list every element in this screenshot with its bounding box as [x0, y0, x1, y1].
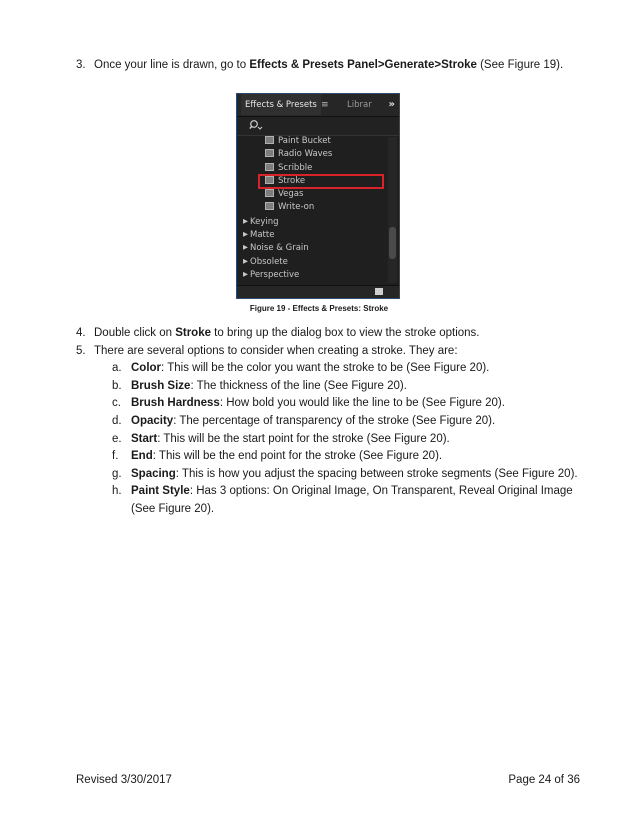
step-text-end: (See Figure 19).	[476, 59, 564, 71]
option-spacing: g. Spacing: This is how you adjust the spacing between stroke segments (See Figure 20).	[112, 467, 578, 480]
expand-arrow-icon[interactable]: ▶	[243, 230, 248, 239]
option-color: a. Color: This will be the color you want the stroke to be (See Figure 20).	[112, 362, 490, 375]
effect-item-paint-bucket[interactable]: Paint Bucket	[237, 135, 385, 148]
effect-item-stroke-highlighted[interactable]: Stroke	[259, 175, 383, 188]
effect-preset-icon	[265, 189, 274, 197]
category-perspective[interactable]: ▶ Perspective	[243, 269, 300, 280]
expand-arrow-icon[interactable]: ▶	[243, 256, 248, 265]
figure-caption: Figure 19 - Effects & Presets: Stroke	[249, 304, 389, 313]
new-folder-icon[interactable]	[375, 288, 383, 295]
step-number: 5.	[76, 344, 86, 357]
option-brush-hardness: c. Brush Hardness: How bold you would like the line to be (See Figure 20).	[112, 397, 505, 410]
option-brush-size: b. Brush Size: The thickness of the line (See Figure 20).	[112, 379, 407, 392]
expand-arrow-icon[interactable]: ▶	[243, 216, 248, 225]
page-number: Page 24 of 36	[508, 774, 580, 786]
category-matte[interactable]: ▶ Matte	[243, 230, 275, 241]
effect-preset-icon	[265, 149, 274, 157]
expand-arrow-icon[interactable]: ▶	[243, 269, 248, 278]
steps-list	[76, 325, 596, 519]
panel-search-row[interactable]	[237, 117, 399, 136]
effects-list	[237, 135, 385, 285]
step-4: 4. Double click on Stroke to bring up the dialog box to view the stroke options.	[76, 325, 596, 343]
tab-effects-presets[interactable]: Effects & Presets	[241, 94, 321, 115]
effect-item-vegas[interactable]: Vegas	[237, 188, 385, 201]
category-keying[interactable]: ▶ Keying	[243, 216, 279, 227]
step-number: 3.	[76, 59, 86, 71]
scrollbar-thumb[interactable]	[389, 227, 396, 259]
option-end: f. End: This will be the end point for the stroke (See Figure 20).	[112, 450, 443, 463]
option-paint-style-continuation: (See Figure 20).	[131, 502, 215, 515]
panel-footer	[237, 285, 399, 298]
panel-menu-icon[interactable]: ≡	[321, 100, 329, 110]
step-number: 4.	[76, 327, 86, 339]
option-paint-style: h. Paint Style: Has 3 options: On Original Image, On Transparent, Reveal Original Image	[112, 485, 573, 498]
expand-arrow-icon[interactable]: ▶	[243, 243, 248, 252]
panel-header	[237, 94, 399, 117]
option-start: e. Start: This will be the start point for the stroke (See Figure 20).	[112, 432, 450, 445]
tab-libraries[interactable]: Librar	[347, 100, 372, 110]
effect-preset-icon	[265, 202, 274, 210]
step-3	[76, 57, 596, 73]
effect-preset-icon	[265, 136, 274, 144]
revised-date: Revised 3/30/2017	[76, 774, 172, 786]
effect-item-scribble[interactable]: Scribble	[237, 162, 385, 175]
effect-item-radio-waves[interactable]: Radio Waves	[237, 148, 385, 161]
overflow-icon[interactable]: »	[388, 99, 395, 110]
effect-item-write-on[interactable]: Write-on	[237, 201, 385, 214]
effect-preset-icon	[265, 176, 274, 184]
step-text: Once your line is drawn, go to	[94, 59, 250, 71]
option-opacity: d. Opacity: The percentage of transparency of the stroke (See Figure 20).	[112, 414, 496, 427]
category-obsolete[interactable]: ▶ Obsolete	[243, 256, 288, 267]
effects-presets-panel-screenshot	[236, 93, 400, 299]
effect-preset-icon	[265, 163, 274, 171]
step-5: 5. There are several options to consider when creating a stroke. They are:	[76, 343, 596, 361]
category-noise-grain[interactable]: ▶ Noise & Grain	[243, 243, 309, 254]
panel-scrollbar[interactable]	[388, 137, 397, 283]
search-icon[interactable]	[249, 119, 263, 133]
step-bold-path: Effects & Presets Panel>Generate>Stroke	[249, 59, 477, 71]
